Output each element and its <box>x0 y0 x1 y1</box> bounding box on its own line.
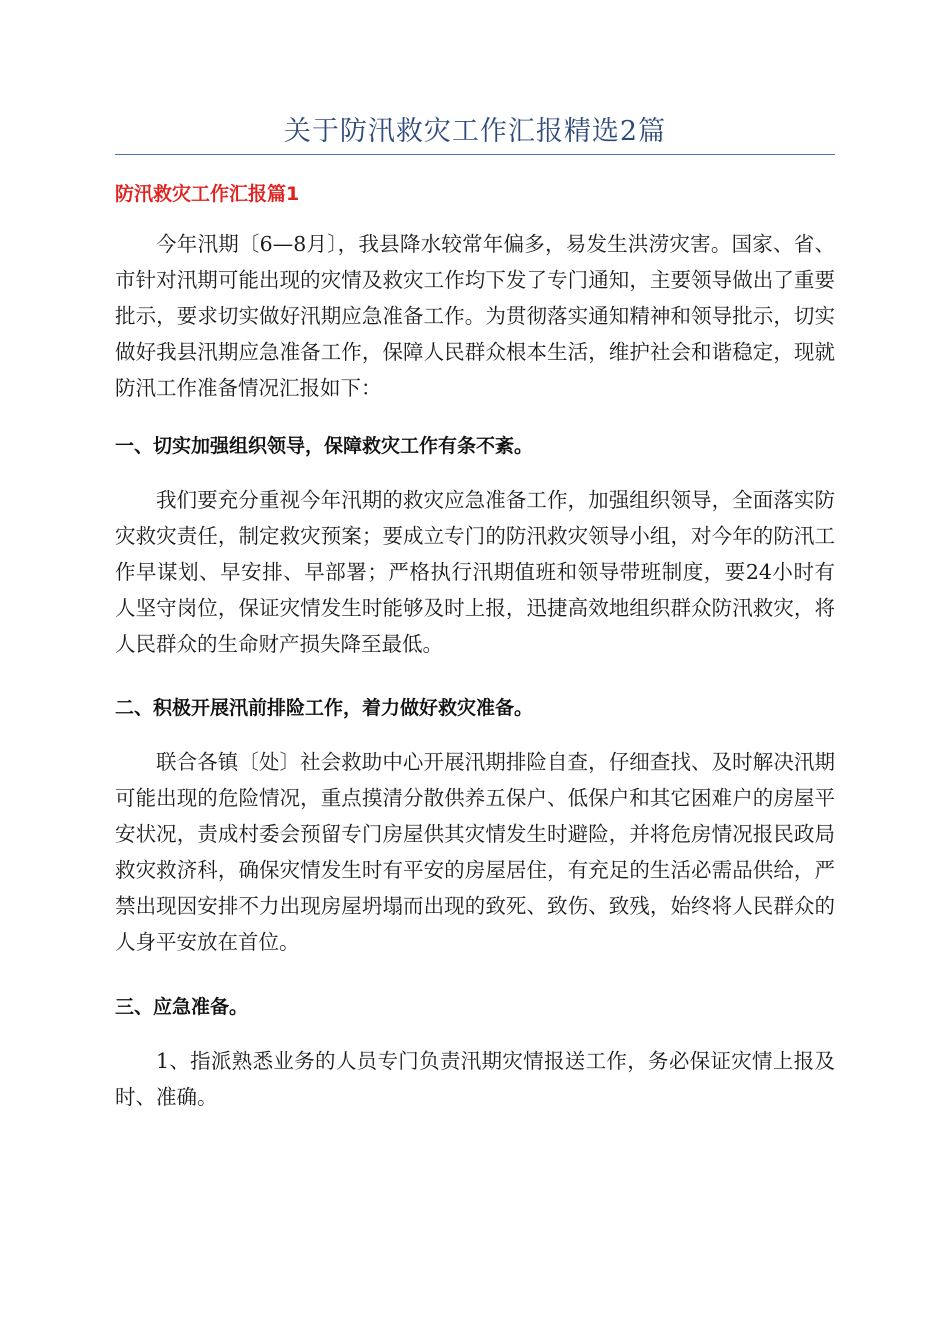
paragraph-4: 1、指派熟悉业务的人员专门负责汛期灾情报送工作，务必保证灾情上报及时、准确。 <box>115 1049 835 1109</box>
heading-3: 三、应急准备。 <box>115 996 249 1018</box>
paragraph-3: 联合各镇〔处〕社会救助中心开展汛期排险自查，仔细查找、及时解决汛期可能出现的危险情况，重点摸清分散供养五保户、低保户和其它困难户的房屋平安状况，责成村委会预留专门房屋供其灾情发生时避险，并将危房情况报民政局救灾救济科，确保灾情发生时有平安的房屋居住，有充足的生活必需品供给，严禁出现因安排不力出现房屋坍塌而出现的致死、致伤、致残，始终将人民群众的人身平安放在首位。 <box>115 750 835 954</box>
title-underline <box>115 154 835 155</box>
section-heading: 防汛救灾工作汇报篇1 <box>115 183 300 205</box>
heading-2: 二、积极开展汛前排险工作，着力做好救灾准备。 <box>115 697 534 719</box>
intro-paragraph: 今年汛期〔6—8月〕，我县降水较常年偏多，易发生洪涝灾害。国家、省、市针对汛期可能出现的灾情及救灾工作均下发了专门通知，主要领导做出了重要批示，要求切实做好汛期应急准备工作。为贯彻落实通知精神和领导批示，切实做好我县汛期应急准备工作，保障人民群众根本生活，维护社会和谐稳定，现就防汛工作准备情况汇报如下： <box>115 232 835 400</box>
document-title: 关于防汛救灾工作汇报精选2篇 <box>283 116 667 147</box>
heading-1: 一、切实加强组织领导，保障救灾工作有条不紊。 <box>115 435 534 457</box>
paragraph-2: 我们要充分重视今年汛期的救灾应急准备工作，加强组织领导，全面落实防灾救灾责任，制定救灾预案；要成立专门的防汛救灾领导小组，对今年的防汛工作早谋划、早安排、早部署；严格执行汛期值班和领导带班制度，要24小时有人坚守岗位，保证灾情发生时能够及时上报，迅捷高效地组织群众防汛救灾，将人民群众的生命财产损失降至最低。 <box>115 488 835 656</box>
